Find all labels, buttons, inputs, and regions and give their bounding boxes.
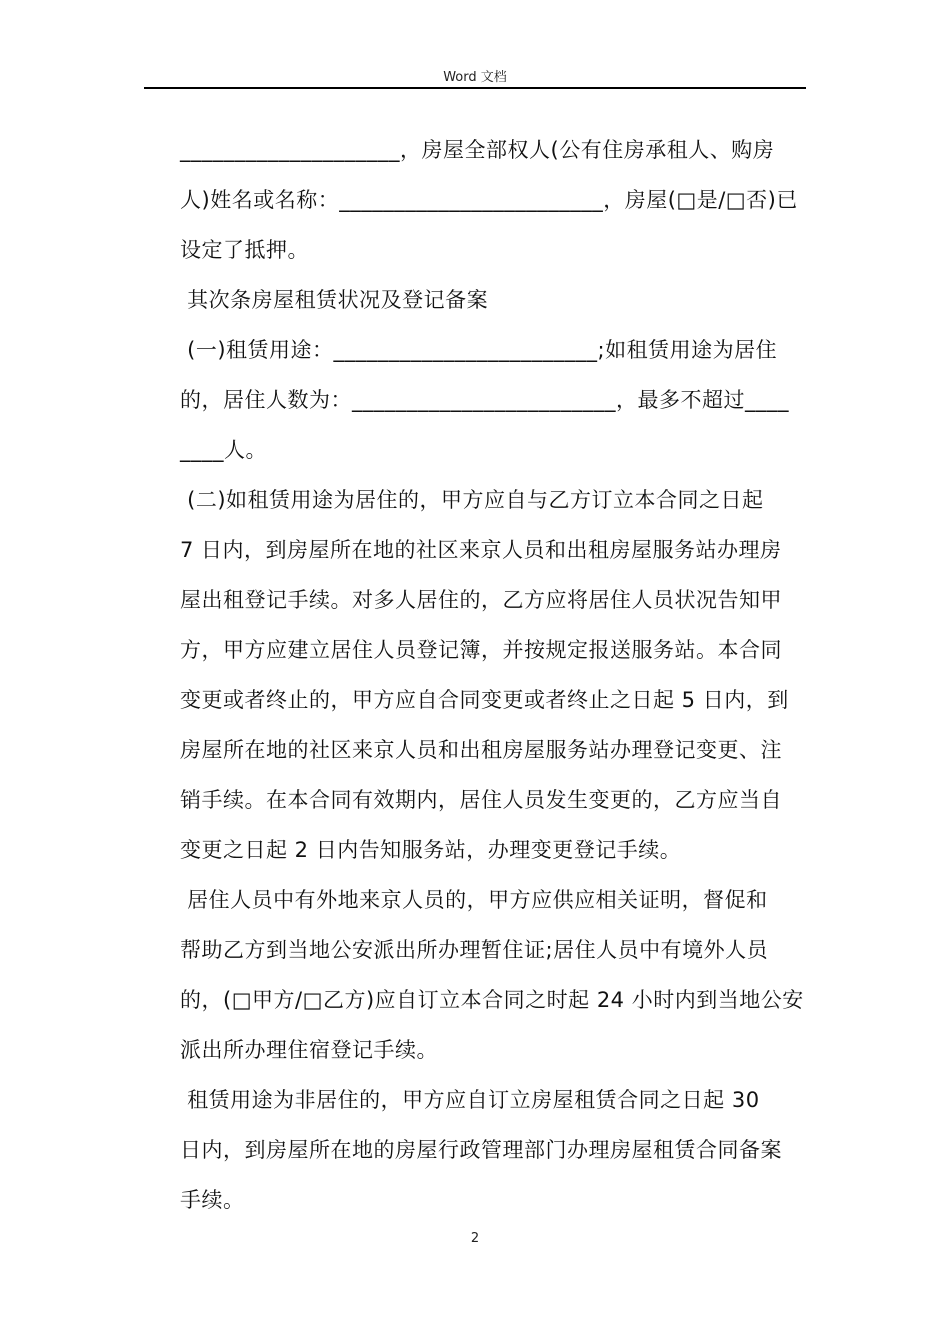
text-line: 居住人员中有外地来京人员的，甲方应供应相关证明，督促和	[180, 888, 768, 912]
text-line: 其次条房屋租赁状况及登记备案	[180, 288, 489, 312]
text-line: 人)姓名或名称：________________________，房屋(□是/□否)已	[180, 188, 798, 212]
text-line: 销手续。在本合同有效期内，居住人员发生变更的，乙方应当自	[180, 788, 782, 812]
header-divider	[144, 87, 806, 89]
text-line: 变更或者终止的，甲方应自合同变更或者终止之日起 5 日内，到	[180, 688, 789, 712]
text-line: 日内，到房屋所在地的房屋行政管理部门办理房屋租赁合同备案	[180, 1138, 782, 1162]
text-line: 方，甲方应建立居住人员登记簿，并按规定报送服务站。本合同	[180, 638, 782, 662]
text-line: (二)如租赁用途为居住的，甲方应自与乙方订立本合同之日起	[180, 488, 764, 512]
text-line: ____人。	[180, 438, 267, 462]
text-line: 的，居住人数为：________________________，最多不超过____	[180, 388, 789, 412]
text-line: 7 日内，到房屋所在地的社区来京人员和出租房屋服务站办理房	[180, 538, 782, 562]
text-line: 派出所办理住宿登记手续。	[180, 1038, 438, 1062]
header-title: Word 文档	[443, 70, 507, 85]
text-line: 的，(□甲方/□乙方)应自订立本合同之时起 24 小时内到当地公安	[180, 988, 804, 1012]
text-line: 变更之日起 2 日内告知服务站，办理变更登记手续。	[180, 838, 682, 862]
text-line: 租赁用途为非居住的，甲方应自订立房屋租赁合同之日起 30	[180, 1088, 760, 1112]
text-line: (一)租赁用途：________________________;如租赁用途为居住	[180, 338, 778, 362]
text-line: 屋出租登记手续。对多人居住的，乙方应将居住人员状况告知甲	[180, 588, 782, 612]
page-number: 2	[470, 1231, 480, 1246]
text-line: 手续。	[180, 1188, 245, 1212]
text-line: 设定了抵押。	[180, 238, 309, 262]
text-line: ____________________，房屋全部权人(公有住房承租人、购房	[180, 138, 775, 162]
text-line: 房屋所在地的社区来京人员和出租房屋服务站办理登记变更、注	[180, 738, 782, 762]
text-line: 帮助乙方到当地公安派出所办理暂住证;居住人员中有境外人员	[180, 938, 769, 962]
